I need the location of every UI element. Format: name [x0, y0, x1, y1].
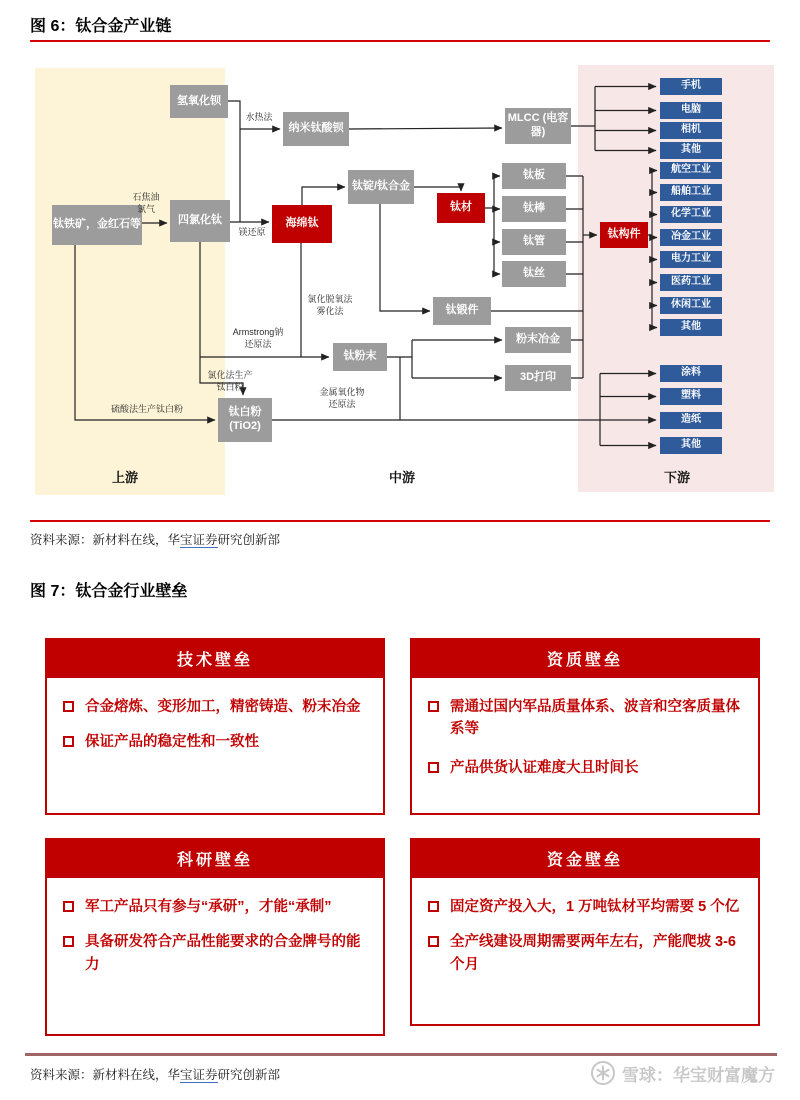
node-app-other-tio2: 其他: [660, 437, 722, 454]
bullet-text: 保证产品的稳定性和一致性: [85, 734, 259, 751]
card-capital-barrier: [410, 838, 760, 1026]
label-line: 钛白粉: [216, 382, 244, 393]
bullet-item: [428, 696, 744, 741]
bullet-item: [63, 931, 369, 976]
card-technology-barrier: [45, 638, 385, 815]
node-ti-mill-products: 钛材: [437, 193, 485, 223]
label-line: 金属氧化物: [319, 387, 365, 397]
section-downstream: 下游: [664, 470, 691, 485]
label-line: Armstrong钠: [232, 327, 284, 337]
bullet-text: 合金熔炼、变形加工，精密铸造、粉末冶金: [85, 699, 361, 715]
card-research-barrier: [45, 838, 385, 1036]
node-ind-other: 其他: [660, 319, 722, 336]
square-bullet-icon: [63, 901, 74, 912]
square-bullet-icon: [63, 936, 74, 947]
bullet-text: 全产线建设周期需要两年左右，产能爬坡 3-6 个月: [450, 934, 736, 973]
node-sponge-titanium: 海绵钛: [272, 205, 332, 243]
node-ti-wire: 钛丝: [502, 261, 566, 287]
source-text-suffix: 研究创新部: [217, 533, 281, 547]
square-bullet-icon: [63, 736, 74, 747]
source-note-fig6: [30, 530, 280, 548]
bullet-text: 产品供货认证难度大且时间长: [450, 759, 639, 776]
node-ti-tube: 钛管: [502, 229, 566, 255]
node-ind-chemical: 化学工业: [660, 206, 722, 223]
label-line: 石焦油: [132, 192, 160, 202]
label-armstrong: [216, 326, 300, 350]
node-app-other-mlcc: 其他: [660, 142, 722, 159]
square-bullet-icon: [428, 762, 439, 773]
card-body: [45, 678, 385, 815]
card-header: 科研壁垒: [45, 838, 385, 878]
label-mg-reduction: 镁还原: [238, 227, 266, 237]
source-link[interactable]: 宝证券: [180, 1068, 218, 1082]
label-coke-chlorine: [118, 191, 174, 215]
label-chloride-process: [202, 369, 258, 393]
node-ti-plate: 钛板: [502, 163, 566, 189]
label-line: 氯化脱氧法: [307, 294, 353, 304]
label-hydrothermal: 水热法: [245, 112, 273, 122]
xueqiu-logo-icon: [590, 1060, 616, 1086]
section-midstream: 中游: [389, 470, 416, 485]
node-app-paper: 造纸: [660, 412, 722, 429]
fig6-title: 图 6：钛合金产业链: [30, 18, 172, 35]
source-note-fig7: [30, 1065, 280, 1083]
bullet-item: [63, 731, 369, 753]
label-line: 氯化法生产: [207, 370, 253, 380]
card-header: 资金壁垒: [410, 838, 760, 878]
label-line: 雾化法: [316, 306, 344, 317]
node-app-computer: 电脑: [660, 102, 722, 119]
node-ti-powder: 钛粉末: [333, 343, 387, 371]
footer-rule: [25, 1053, 777, 1056]
title-rule: [30, 40, 770, 42]
node-ticl4: 四氯化钛: [170, 200, 230, 242]
node-app-phone: 手机: [660, 78, 722, 95]
bullet-item: [428, 896, 744, 918]
node-app-plastic: 塑料: [660, 388, 722, 405]
xueqiu-watermark: [590, 1060, 775, 1086]
watermark-text: 雪球：华宝财富魔方: [622, 1065, 775, 1085]
node-nano-barium-titanate: 纳米钛酸钡: [283, 112, 349, 146]
node-ti-forging: 钛锻件: [433, 297, 491, 325]
divider-rule: [30, 520, 770, 522]
node-ind-medical: 医药工业: [660, 274, 722, 291]
label-deoxy-atomization: [304, 293, 356, 317]
label-line: 还原法: [244, 339, 272, 350]
card-body: [410, 878, 760, 1026]
card-header: 技术壁垒: [45, 638, 385, 678]
bullet-text: 需通过国内军品质量体系、波音和空客质量体系等: [450, 699, 740, 738]
square-bullet-icon: [63, 701, 74, 712]
bullet-item: [63, 896, 369, 918]
node-app-camera: 相机: [660, 122, 722, 139]
node-3d-printing: 3D打印: [505, 365, 571, 391]
bullet-text: 固定资产投入大，1 万吨钛材平均需要 5 个亿: [450, 899, 740, 915]
node-ti-rod: 钛棒: [502, 196, 566, 222]
node-app-coating: 涂料: [660, 365, 722, 382]
card-body: [410, 678, 760, 815]
bullet-item: [428, 931, 744, 976]
card-body: [45, 878, 385, 1036]
label-line: 还原法: [328, 399, 356, 410]
source-text-suffix: 研究创新部: [217, 1068, 281, 1082]
node-tio2: 钛白粉 (TiO2): [218, 398, 272, 442]
bullet-text: 军工产品只有参与“承研”，才能“承制”: [85, 899, 332, 915]
node-barium-hydroxide: 氢氧化钡: [170, 85, 228, 118]
source-text: 资料来源：新材料在线，华: [30, 1068, 181, 1082]
label-sulfate-process: 硫酸法生产钛白粉: [110, 404, 183, 414]
section-upstream: 上游: [112, 470, 139, 485]
node-ind-metallurgy: 冶金工业: [660, 229, 722, 246]
card-header: 资质壁垒: [410, 638, 760, 678]
node-powder-metallurgy: 粉末冶金: [505, 327, 571, 353]
bullet-text: 具备研发符合产品性能要求的合金牌号的能力: [85, 934, 361, 973]
node-mlcc: MLCC (电容器): [505, 108, 571, 144]
square-bullet-icon: [428, 936, 439, 947]
node-ind-shipbuilding: 船舶工业: [660, 184, 722, 201]
fig7-title: 图 7：钛合金行业壁垒: [30, 583, 188, 600]
square-bullet-icon: [428, 701, 439, 712]
source-text: 资料来源：新材料在线，华: [30, 533, 181, 547]
label-oxide-reduction: [314, 386, 370, 410]
bullet-item: [428, 757, 744, 779]
node-ind-leisure: 休闲工业: [660, 297, 722, 314]
card-qualification-barrier: [410, 638, 760, 815]
node-ind-power: 电力工业: [660, 251, 722, 268]
node-ti-component: 钛构件: [600, 222, 648, 248]
node-ind-aerospace: 航空工业: [660, 162, 722, 179]
bullet-item: [63, 696, 369, 718]
square-bullet-icon: [428, 901, 439, 912]
industry-chain-diagram: [0, 65, 800, 495]
node-ingot-alloy: 钛锭/钛合金: [348, 170, 414, 204]
source-link[interactable]: 宝证券: [180, 533, 218, 547]
node-ores: 钛铁矿，金红石等: [52, 205, 142, 245]
label-line: 氯气: [136, 204, 155, 215]
